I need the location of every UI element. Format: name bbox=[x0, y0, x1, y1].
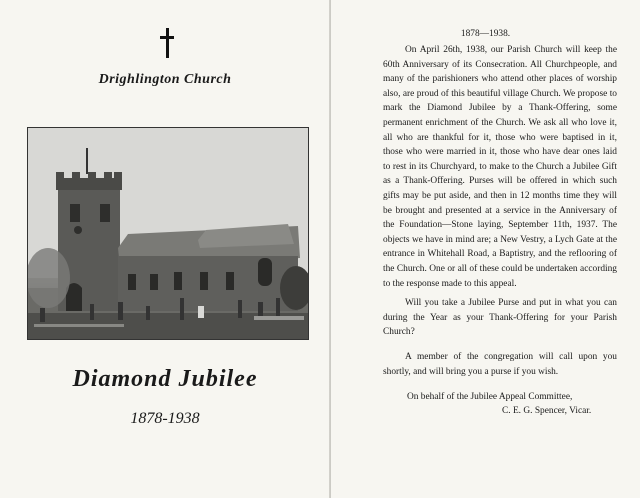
signatory: C. E. G. Spencer, Vicar. bbox=[502, 406, 592, 416]
appeal-paragraph-2: Will you take a Jubilee Purse and put in what you can during the Year as your Thank-Offering for your Parish Church? bbox=[383, 298, 617, 338]
church-photograph bbox=[27, 127, 309, 340]
appeal-paragraph-3: A member of the congregation will call upon you shortly, and will bring you a purse if you wish. bbox=[383, 352, 617, 377]
signoff-line: On behalf of the Jubilee Appeal Committee, bbox=[407, 392, 573, 402]
event-years: 1878-1938 bbox=[130, 410, 200, 427]
appeal-paragraph-1: On April 26th, 1938, our Parish Church will keep the 60th Anniversary of its Consecration. All Churchpeople, and many of the parishioners who attend other places of worship also, are proud of this beautiful village Church. We propose to mark the Diamond Jubilee by a Thank-Offering, some permanent enrichment of the Church. We ask all who love it, all who are thankful for it, those who were baptised in it, those who were married in it, those who have dear ones laid to rest in its Churchyard, to make to the Church a Jubilee Gift as a Thank-Offering. Purses will be offered in which such gifts may be put aside, and then in 12 months time they will be brought and presented at a service in the Anniversary of the Foundation—Stone laying, September 11th, 1937. The objects we have in mind are; a New Vestry, a Lych Gate at the entrance in Whitehall Road, a Baptistry, and the reflooring of the Church. One or all of these could be undertaken according to the response made to this appeal. bbox=[383, 45, 617, 289]
event-title: Diamond Jubilee bbox=[72, 366, 258, 392]
appeal-heading: 1878—1938. bbox=[460, 29, 511, 39]
church-name: Drighlington Church bbox=[98, 72, 232, 87]
cross-icon bbox=[158, 28, 176, 58]
